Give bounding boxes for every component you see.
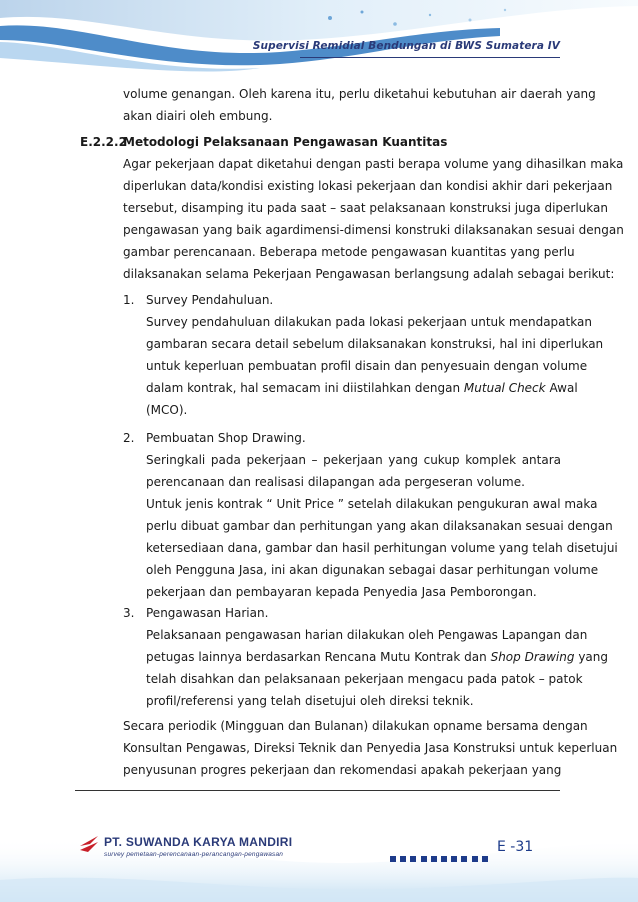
text-line: tersebut, disamping itu pada saat – saat pelaksanaan konstruksi juga diperlukan <box>123 201 608 215</box>
list-item-number: 2. <box>123 431 135 445</box>
section-heading <box>80 131 447 153</box>
footer-divider <box>75 790 560 791</box>
list-item-title: Survey Pendahuluan. <box>146 293 274 307</box>
list-item-body <box>146 449 618 603</box>
section-title: Metodologi Pelaksanaan Pengawasan Kuantitas <box>123 135 448 149</box>
page-number: E -31 <box>497 839 534 855</box>
text-line: oleh Pengguna Jasa, ini akan digunakan sebagai dasar perhitungan volume <box>146 563 599 577</box>
text-line: pengawasan yang baik agardimensi-dimensi konstruki dilaksanakan sesuai dengan <box>123 223 624 237</box>
list-item-title: Pengawasan Harian. <box>146 606 269 620</box>
text-line: ketersediaan dana, gambar dan hasil perhitungan volume yang telah disetujui <box>146 541 618 555</box>
company-tagline: survey pemetaan-perencanaan-perancangan-pengawasan <box>104 851 284 858</box>
header-divider <box>300 57 560 58</box>
text-line: gambar perencanaan. Beberapa metode pengawasan kuantitas yang perlu <box>123 245 575 259</box>
text-line <box>146 646 608 668</box>
list-item-number: 1. <box>123 293 135 307</box>
list-item-body <box>146 311 604 421</box>
text-line: Konsultan Pengawas, Direksi Teknik dan Penyedia Jasa Konstruksi untuk keperluan <box>123 741 618 755</box>
list-item-body <box>146 624 608 712</box>
section-number: E.2.2.2 <box>80 135 127 149</box>
page-indicator-dots <box>390 847 492 866</box>
text-line: telah disahkan dan pelaksanaan pekerjaan mengacu pada patok – patok <box>146 672 583 686</box>
list-item-heading <box>123 602 268 624</box>
text-line: Survey pendahuluan dilakukan pada lokasi pekerjaan untuk mendapatkan <box>146 315 592 329</box>
text-fragment: Awal <box>549 381 578 395</box>
text-line: untuk keperluan pembuatan profil disain dan penyesuain dengan volume <box>146 359 588 373</box>
text-line: pekerjaan dan pembayaran kepada Penyedia Jasa Pemborongan. <box>146 585 537 599</box>
text-line: Untuk jenis kontrak “ Unit Price ” setelah dilakukan pengukuran awal maka <box>146 497 598 511</box>
section-paragraph <box>123 153 624 285</box>
text-line: Seringkali pada pekerjaan – pekerjaan yang cukup komplek antara <box>146 453 561 467</box>
intro-paragraph <box>123 83 596 127</box>
text-fragment: dalam kontrak, hal semacam ini diistilahkan dengan <box>146 381 461 395</box>
text-line: dilaksanakan selama Pekerjaan Pengawasan berlangsung adalah sebagai berikut: <box>123 267 615 281</box>
text-line: perencanaan dan realisasi dilapangan ada pergeseran volume. <box>146 475 525 489</box>
list-item-heading <box>123 427 306 449</box>
text-line: penyusunan progres pekerjaan dan rekomendasi apakah pekerjaan yang <box>123 763 562 777</box>
text-line: diperlukan data/kondisi existing lokasi pekerjaan dan kondisi akhir dari pekerjaan <box>123 179 613 193</box>
list-item-number: 3. <box>123 606 135 620</box>
text-line: Pelaksanaan pengawasan harian dilakukan oleh Pengawas Lapangan dan <box>146 628 588 642</box>
company-logo-icon <box>78 832 100 856</box>
text-line: perlu dibuat gambar dan perhitungan yang akan dilaksanakan sesuai dengan <box>146 519 613 533</box>
company-name: PT. SUWANDA KARYA MANDIRI <box>104 835 293 849</box>
header-title: Supervisi Remidial Bendungan di BWS Sumatera IV <box>252 40 560 52</box>
list-item-title: Pembuatan Shop Drawing. <box>146 431 306 445</box>
text-line: gambaran secara detail sebelum dilaksanakan konstruksi, hal ini diperlukan <box>146 337 604 351</box>
list-item-heading <box>123 289 273 311</box>
text-line: (MCO). <box>146 403 188 417</box>
text-line: akan diairi oleh embung. <box>123 109 273 123</box>
text-line: Agar pekerjaan dapat diketahui dengan pasti berapa volume yang dihasilkan maka <box>123 157 624 171</box>
italic-term: Shop Drawing <box>490 650 575 664</box>
text-line <box>146 377 578 399</box>
italic-term: Mutual Check <box>463 381 546 395</box>
text-line: profil/referensi yang telah disetujui oleh direksi teknik. <box>146 694 474 708</box>
text-fragment: yang <box>578 650 608 664</box>
closing-paragraph <box>123 715 618 781</box>
text-line: Secara periodik (Mingguan dan Bulanan) dilakukan opname bersama dengan <box>123 719 588 733</box>
text-fragment: petugas lainnya berdasarkan Rencana Mutu Kontrak dan <box>146 650 487 664</box>
text-line: volume genangan. Oleh karena itu, perlu diketahui kebutuhan air daerah yang <box>123 87 596 101</box>
